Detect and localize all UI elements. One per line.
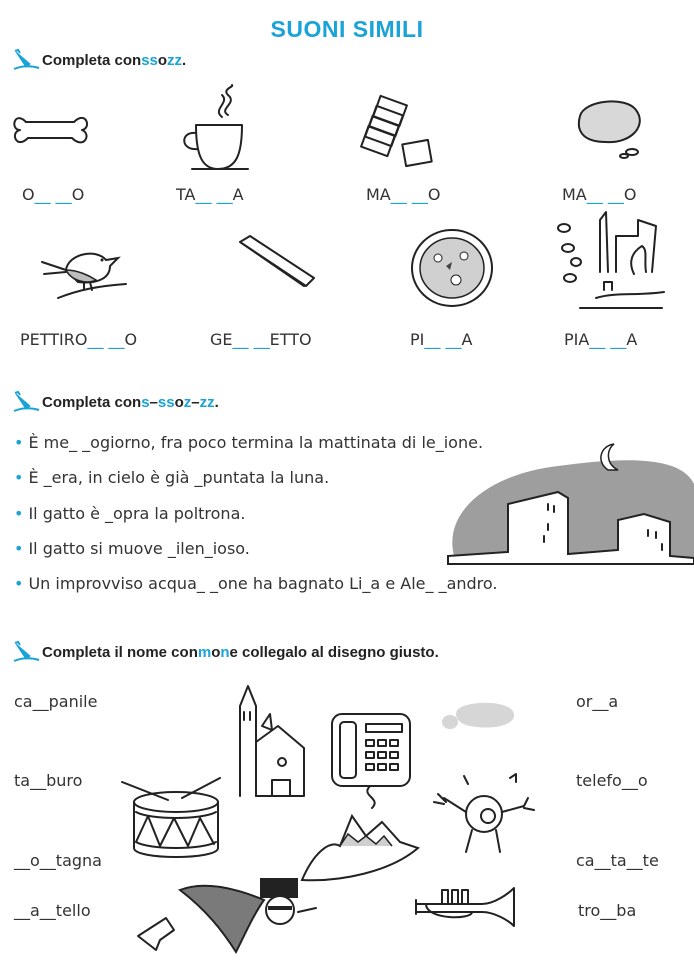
word-tazza: TA__ __A — [176, 185, 244, 204]
sentence-2: • È _era, in cielo è già _puntata la luna. — [14, 468, 330, 487]
cup-icon — [178, 85, 258, 175]
word-campanile: ca__panile — [14, 692, 98, 711]
sentence-4: • Il gatto si muove _ilen_ioso. — [14, 539, 250, 558]
instruction-text: o — [157, 51, 168, 69]
exercise2-instruction: Completa con s – ss o z – zz . — [12, 390, 219, 414]
trumpet-icon — [412, 880, 518, 928]
word-mantello: __a__tello — [14, 901, 91, 920]
pencil-icon — [12, 390, 40, 414]
instruction-text: Completa con — [42, 51, 142, 69]
word-piazza: PIA__ __A — [564, 330, 638, 349]
chalk-icon — [238, 236, 318, 288]
night-scene-icon — [448, 444, 694, 564]
word-pizza: PI__ __A — [410, 330, 473, 349]
word-cantante: ca__ta__te — [576, 851, 659, 870]
word-orma: or__a — [576, 692, 619, 711]
robin-icon — [38, 240, 128, 306]
telephone-icon — [330, 708, 414, 810]
option-zz: zz — [167, 51, 183, 69]
word-tromba: tro__ba — [578, 901, 637, 920]
word-gessetto: GE__ __ETTO — [210, 330, 312, 349]
word-pettirosso: PETTIRO__ __O — [20, 330, 138, 349]
bone-icon — [12, 108, 92, 152]
exercise1-instruction — [12, 48, 186, 72]
drum-icon — [120, 776, 224, 860]
sentence-5: • Un improvviso acqua_ _one ha bagnato Li_a e Ale_ _andro. — [14, 574, 498, 593]
pizza-icon — [408, 226, 496, 310]
singer-icon — [426, 772, 552, 854]
card-deck-icon — [358, 90, 448, 175]
option-ss: ss — [141, 51, 158, 69]
pencil-icon — [12, 640, 40, 664]
word-masso: MA__ __O — [562, 185, 637, 204]
arrow-icon — [136, 916, 176, 952]
word-mazzo: MA__ __O — [366, 185, 441, 204]
square-icon — [556, 212, 666, 312]
stone-icon — [570, 96, 650, 160]
bell-tower-icon — [232, 686, 312, 800]
sentence-3: • Il gatto è _opra la poltrona. — [14, 504, 246, 523]
word-telefono: telefo__o — [576, 771, 648, 790]
sentence-1: • È me_ _ogiorno, fra poco termina la mattinata di le_ione. — [14, 433, 484, 452]
pencil-icon — [12, 48, 40, 72]
page-title: SUONI SIMILI — [270, 16, 424, 42]
exercise3-instruction: Completa il nome con m o n e collegalo al disegno giusto. — [12, 640, 439, 664]
word-osso: O__ __O — [22, 185, 85, 204]
caped-figure-icon — [176, 870, 322, 954]
footprint-icon — [440, 700, 516, 734]
word-montagna: __o__tagna — [14, 851, 102, 870]
word-tamburo: ta__buro — [14, 771, 83, 790]
instruction-text: . — [182, 51, 187, 69]
